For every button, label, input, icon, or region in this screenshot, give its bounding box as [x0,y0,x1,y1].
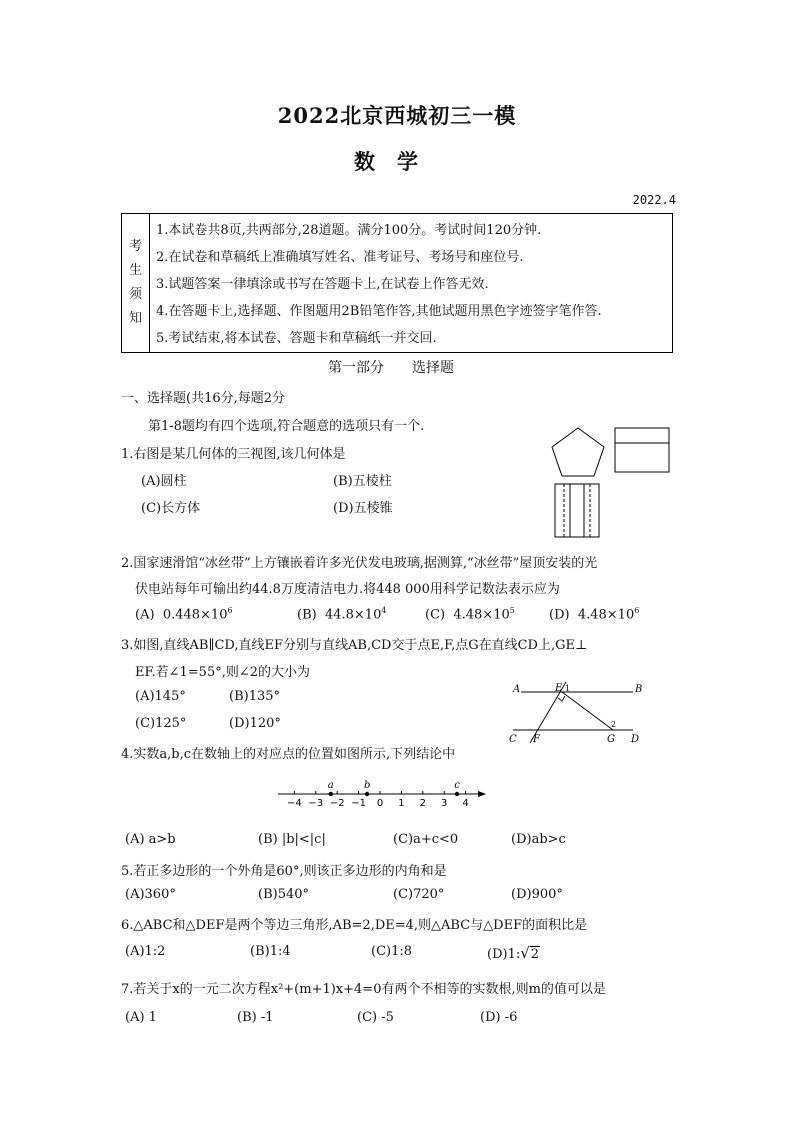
q7-option-c: (C) -5 [357,1010,394,1025]
number-line-tick-label: 2 [419,798,426,809]
subject-title: 数学 [354,149,440,174]
q2-c-exponent: 5 [509,606,515,615]
q7-option-a: (A) 1 [125,1010,157,1025]
q1-option-b: (B)五棱柱 [333,474,392,489]
q7-option-d: (D) -6 [480,1010,518,1025]
number-line-point-label: b [363,780,371,791]
section-intro: 第1-8题均有四个选项,符合题意的选项只有一个. [148,419,425,434]
parallel-lines-figure [505,680,655,748]
q3-option-b: (B)135° [229,689,281,704]
notice-heading-char: 须 [128,287,142,302]
q7-option-b: (B) -1 [237,1010,274,1025]
q4-option-c: (C)a+c<0 [393,832,459,847]
q2-line2: 伏电站每年可输出约44.8万度清洁电力.将448 000用科学记数法表示应为 [135,582,560,597]
page-title: 2022北京西城初三一模 [277,103,517,128]
q2-b-label: (B) [297,607,317,623]
notice-heading [122,214,150,352]
q6-option-d [487,944,540,962]
part-one-title: 第一部分 选择题 [328,360,454,376]
number-line-tick-label: 0 [376,798,384,809]
q2-c-value: 4.48×10 [453,607,510,623]
q6-option-a: (A)1:2 [125,944,166,959]
side-view-rect [555,484,599,537]
number-line-tick-label: −3 [308,798,324,809]
notice-item: 5.考试结束,将本试卷、答题卡和草稿纸一并交回. [156,331,437,346]
front-view-rect [615,428,669,472]
exam-date: 2022.4 [632,193,676,207]
number-line-point [329,792,333,796]
q3-option-a: (A)145° [135,689,186,704]
number-line-tick-label: −2 [329,798,345,809]
notice-item: 3.试题答案一律填涂或书写在答题卡上,在试卷上作答无效. [156,277,489,292]
line-ge [562,692,613,730]
q3-option-c: (C)125° [135,716,187,731]
q4-option-d: (D)ab>c [511,832,566,847]
number-line-point-label: a [327,780,334,791]
q5-option-b: (B)540° [258,887,310,902]
notice-heading-char: 生 [128,263,142,278]
notice-item: 2.在试卷和草稿纸上准确填写姓名、准考证号、考场号和座位号. [156,250,524,265]
q3-line1: 3.如图,直线AB∥CD,直线EF分别与直线AB,CD交于点E,F,点G在直线CD上,GE⊥ [121,638,588,653]
notice-item: 4.在答题卡上,选择题、作图题用2B铅笔作答,其他试题用黑色字迹签字笔作答. [156,304,602,319]
q2-b-exponent: 4 [381,606,387,615]
q6-option-c: (C)1:8 [371,944,413,959]
number-line-point-label: c [454,780,460,791]
number-line-point [365,792,369,796]
number-line-tick-label: 3 [441,798,448,809]
label-f: F [533,734,540,745]
q3-option-d: (D)120° [229,716,281,731]
number-line-tick-label: −1 [351,798,366,809]
label-d: D [631,734,640,745]
section-heading: 一、选择题(共16分,每题2分 [121,391,286,406]
label-angle-2: 2 [611,720,617,729]
q6-stem: 6.△ABC和△DEF是两个等边三角形,AB=2,DE=4,则△ABC与△DEF的面积比是 [121,918,588,933]
label-a: A [513,684,521,695]
q1-stem: 1.右图是某几何体的三视图,该几何体是 [121,447,346,462]
q5-stem: 5.若正多边形的一个外角是60°,则该正多边形的内角和是 [121,864,447,879]
number-line-tick-label: 1 [398,798,405,809]
q6-d-prefix: (D)1: [487,947,521,962]
notice-heading-char: 考 [128,239,142,254]
three-view-figure [548,424,678,542]
q2-option-d [549,606,639,622]
q1-option-d: (D)五棱锥 [333,501,393,516]
notice-heading-char: 知 [128,311,142,326]
right-angle-mark [558,696,565,701]
q1-option-c: (C)长方体 [141,501,201,516]
q5-option-d: (D)900° [511,887,563,902]
label-angle-1: 1 [565,684,571,693]
number-line-tick-label: 4 [462,798,469,809]
q1-option-a: (A)圆柱 [141,474,187,489]
q2-option-a [135,606,233,622]
q5-option-a: (A)360° [125,887,176,902]
q7-stem: 7.若关于x的一元二次方程x²+(m+1)x+4=0有两个不相等的实数根,则m的值可以是 [121,982,606,997]
candidate-notice-box [121,213,673,353]
q2-line1: 2.国家速滑馆“冰丝带”上方镶嵌着许多光伏发电玻璃,据测算,“冰丝带”屋顶安装的光 [121,556,598,571]
q2-a-exponent: 6 [227,606,233,615]
sqrt-symbol: √ [520,944,530,962]
q2-b-value: 44.8×10 [324,607,382,623]
q3-line2: EF.若∠1=55°,则∠2的大小为 [135,665,311,680]
q2-a-value: 0.448×10 [162,607,228,623]
notice-item: 1.本试卷共8页,共两部分,28道题。满分100分。考试时间120分钟. [156,223,542,238]
pentagon-view [552,428,604,476]
q2-c-label: (C) [425,607,446,623]
q2-d-label: (D) [549,607,570,623]
number-line-figure [276,778,488,810]
q5-option-c: (C)720° [393,887,445,902]
q2-option-c [425,606,515,622]
number-line-tick-label: −4 [287,798,302,809]
label-g: G [607,734,615,745]
q2-d-exponent: 6 [634,606,640,615]
q2-d-value: 4.48×10 [577,607,635,623]
number-line-point [455,792,459,796]
q4-stem: 4.实数a,b,c在数轴上的对应点的位置如图所示,下列结论中 [121,747,456,762]
q2-a-label: (A) [135,607,155,623]
sqrt-radicand: 2 [530,947,540,962]
number-line-arrow [478,791,486,797]
label-e: E [555,683,563,694]
q2-option-b [297,606,386,622]
q4-option-a: (A) a>b [125,832,176,847]
label-c: C [509,734,517,745]
q6-option-b: (B)1:4 [250,944,291,959]
q4-option-b: (B) |b|<|c| [258,832,326,847]
label-b: B [635,684,643,695]
